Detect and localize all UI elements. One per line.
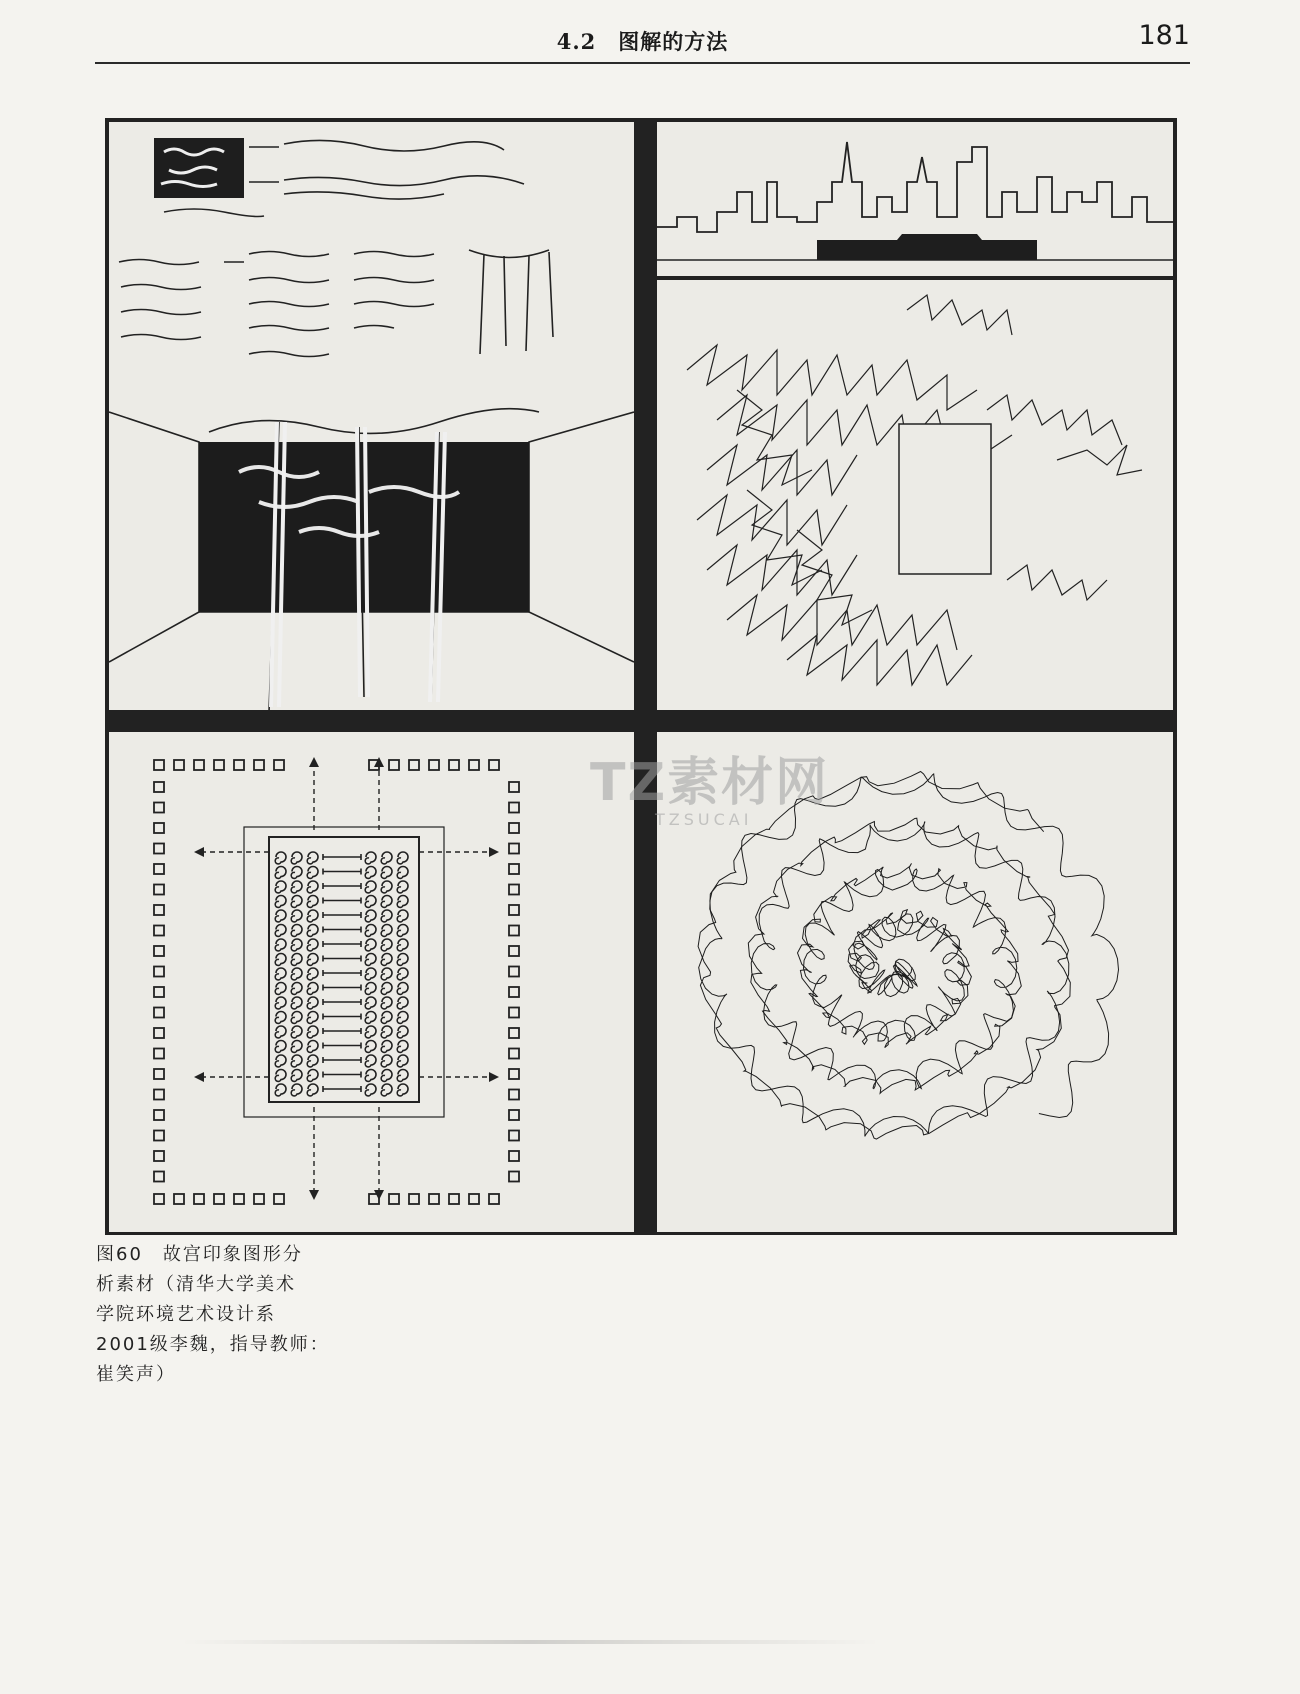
- sketch-wall-treatment: [109, 122, 634, 710]
- watermark-subtext: TZSUCAI: [655, 810, 753, 829]
- scan-shadow: [180, 1640, 880, 1644]
- caption-line: 学院环境艺术设计系: [96, 1304, 276, 1325]
- figure-caption: [96, 1240, 366, 1390]
- watermark-text: TZ素材网: [590, 753, 830, 813]
- page-number: 181: [1138, 20, 1190, 51]
- figure-60: [105, 118, 1177, 1235]
- skyline-sketch: [657, 122, 1173, 276]
- plan-arrow-diagram: [109, 732, 634, 1232]
- scribble-cloud-sketch: [657, 280, 1173, 710]
- sketch-wall-treatment-drawing: [109, 122, 634, 710]
- caption-line: 析素材（清华大学美术: [96, 1274, 296, 1295]
- page-header: [95, 18, 1190, 64]
- section-title: 4.2 图解的方法: [556, 29, 729, 54]
- caption-line: 崔笑声）: [96, 1364, 176, 1385]
- plan-arrow-drawing: [109, 732, 634, 1232]
- caption-line: 图60 故宫印象图形分: [96, 1244, 303, 1265]
- scribble-cloud-drawing: [657, 280, 1173, 710]
- skyline-sketch-drawing: [657, 122, 1173, 276]
- caption-line: 2001级李魏，指导教师：: [96, 1334, 330, 1355]
